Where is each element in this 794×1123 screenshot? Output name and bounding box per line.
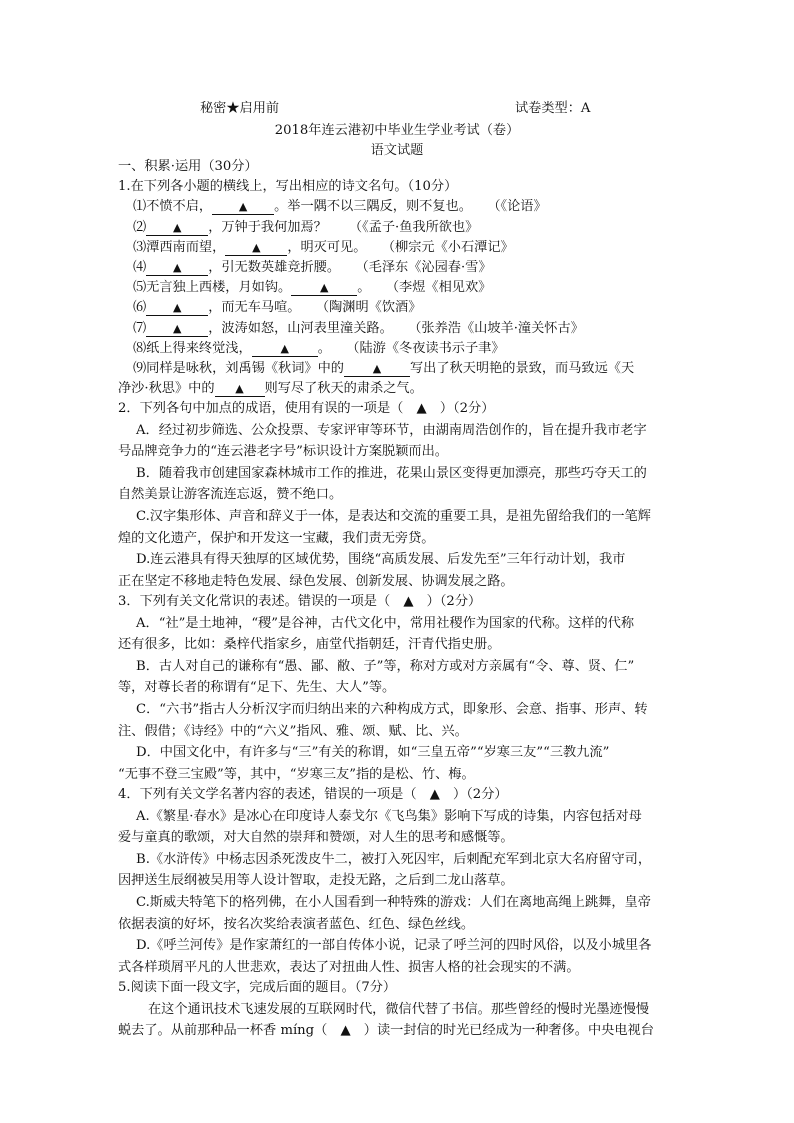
q1-item-8: ⑻纸上得来终觉浅， ▲ 。 （陆游《冬夜读书示子聿》	[133, 340, 505, 356]
q1-item-1: ⑴不愤不启， ▲ 。举一隅不以三隅反，则不复也。 （《论语》	[133, 199, 547, 215]
q2-option-d: D.连云港具有得天独厚的区域优势，围绕“高质发展、后发先至”三年行动计划，我市 正在坚定不移地走特色发展、绿色发展、创新发展、协调发展之路。	[118, 552, 626, 589]
question-5-stem: 5.阅读下面一段文字，完成后面的题目。（7分）	[118, 980, 397, 996]
q1-item-2: ⑵ ▲ ，万钟于我何加焉？ （《孟子·鱼我所欲也》	[133, 219, 479, 235]
q1-item-7: ⑺ ▲ ，波涛如怒，山河表里潼关路。 （张养浩《山坡羊·潼关怀古》	[133, 320, 584, 336]
q2-option-c: C.汉字集形体、声音和辞义于一体，是表达和交流的重要工具，是祖先留给我们的一笔辉 煌的文化遗产，保护和开发这一宝藏，我们责无旁贷。	[118, 509, 651, 546]
q3-option-b: B．古人对自己的谦称有“愚、鄙、敝、子”等，称对方或对方亲属有“令、尊、贤、仁” 等，对尊长者的称谓有“足下、先生、大人”等。	[118, 658, 635, 696]
exam-title: 2018年连云港初中毕业生学业考试（卷）	[274, 123, 520, 138]
source-label: （《孟子·鱼我所欲也》	[348, 219, 479, 235]
source-label: （柳宗元《小石潭记》	[388, 239, 514, 255]
question-1-stem: 1.在下列各小题的横线上，写出相应的诗文名句。（10分）	[118, 179, 458, 195]
answer-blank: ▲	[212, 199, 274, 215]
page-header	[0, 97, 794, 117]
answer-blank: ▲	[225, 240, 287, 256]
q3-option-c: C．“六书”指古人分析汉字而归纳出来的六种构成方式，即象形、会意、指事、形声、转 注、假借；《诗经》中的“六义”指风、雅、颂、赋、比、兴。	[118, 701, 648, 739]
q3-option-d: D．中国文化中，有许多与“三”有关的称谓，如“三皇五帝”“岁寒三友”“三教九流” “无事不登三宝殿”等，其中，“岁寒三友”指的是松、竹、梅。	[118, 745, 610, 782]
answer-blank: ▲	[215, 381, 265, 397]
answer-blank: ▲	[146, 321, 208, 337]
source-label: （《论语》	[493, 199, 547, 215]
q4-option-c: C.斯威夫特笔下的格列佛，在小人国看到一种特殊的游戏：人们在离地高绳上跳舞，皇帝 依据表演的好坏，按名次奖给表演者蓝色、红色、绿色丝线。	[118, 894, 651, 932]
q3-option-a: A．“社”是土地神，“稷”是谷神，古代文化中，常用社稷作为国家的代称。这样的代称 还有很多，比如：桑梓代指家乡，庙堂代指朝廷，汗青代指史册。	[118, 615, 635, 653]
exam-content	[118, 157, 678, 1042]
section-heading: 一、积累·运用（30分）	[118, 159, 258, 174]
source-label: （陶渊明《饮酒》	[322, 300, 422, 316]
q5-passage: 在这个通讯技术飞速发展的互联网时代，微信代替了书信。那些曾经的慢时光墨迹慢慢 蜕去了。从前那种品一杯香 míng（ ▲ ）读一封信的时光已经成为一种奢侈。中央电视台	[118, 1001, 654, 1039]
q1-item-4: ⑷ ▲ ，引无数英雄竞折腰。 （毛泽东《沁园春·雪》	[133, 260, 492, 276]
q1-item-9: ⑼同样是咏秋，刘禹锡《秋词》中的 ▲ 写出了秋天明艳的景致，而马致远《天	[133, 361, 635, 377]
answer-blank: ▲	[252, 341, 318, 357]
question-3-stem: 3．下列有关文化常识的表述。错误的一项是（ ▲ ）（2分）	[118, 594, 482, 610]
q4-option-b: B.《水浒传》中杨志因杀死泼皮牛二，被打入死囚牢，后刺配充军到北京大名府留守司， 因押送生辰纲被吴用等人设计智取，走投无路，之后到二龙山落草。	[118, 851, 652, 889]
question-2-stem: 2．下列各句中加点的成语，使用有误的一项是（ ▲ ）（2分）	[118, 401, 495, 417]
question-4-stem: 4．下列有关文学名著内容的表述，错误的一项是（ ▲ ）（2分）	[118, 787, 508, 803]
answer-blank: ▲	[146, 300, 208, 316]
answer-blank: ▲	[291, 280, 357, 296]
source-label: （毛泽东《沁园春·雪》	[362, 260, 492, 276]
q4-option-d: D.《呼兰河传》是作家萧红的一部自传体小说，记录了呼兰河的四时风俗，以及小城里各 式各样琐屑平凡的人世悲欢，表达了对扭曲人性、损害人格的社会现实的不满。	[118, 938, 652, 975]
source-label: （张养浩《山坡羊·潼关怀古》	[414, 320, 584, 336]
secret-label: 秘密★启用前	[200, 101, 280, 116]
paper-type-label: 试卷类型：A	[515, 101, 591, 116]
answer-blank: ▲	[146, 220, 208, 236]
q1-item-3: ⑶潭西南而望， ▲ ，明灭可见。 （柳宗元《小石潭记》	[133, 239, 514, 255]
source-label: （李煜《相见欢》	[392, 280, 492, 296]
q2-option-b: B．随着我市创建国家森林城市工作的推进，花果山景区变得更加漂亮，那些巧夺天工的 自然美景让游客流连忘返，赞不绝口。	[118, 465, 647, 503]
q2-option-a: A．经过初步筛选、公众投票、专家评审等环节，由湖南周浩创作的，旨在提升我市老字 号品牌竞争力的“连云港老字号”标识设计方案脱颖而出。	[118, 422, 647, 460]
q1-item-9-cont: 净沙·秋思》中的 ▲ 则写尽了秋天的肃杀之气。	[118, 381, 423, 397]
source-label: （陆游《冬夜读书示子聿》	[352, 340, 505, 356]
subject-title: 语文试题	[370, 143, 424, 158]
answer-blank: ▲	[146, 260, 208, 276]
q4-option-a: A.《繁星·春水》是冰心在印度诗人泰戈尔《飞鸟集》影响下写成的诗集，内容包括对母 爱与童真的歌颂，对大自然的崇拜和赞颂，对人生的思考和感慨等。	[118, 808, 642, 846]
q1-item-6: ⑹ ▲ ，而无车马喧。 （陶渊明《饮酒》	[133, 300, 422, 316]
q1-item-5: ⑸无言独上西楼，月如钩。 ▲ 。 （李煜《相见欢》	[133, 280, 492, 296]
answer-blank: ▲	[344, 361, 410, 377]
